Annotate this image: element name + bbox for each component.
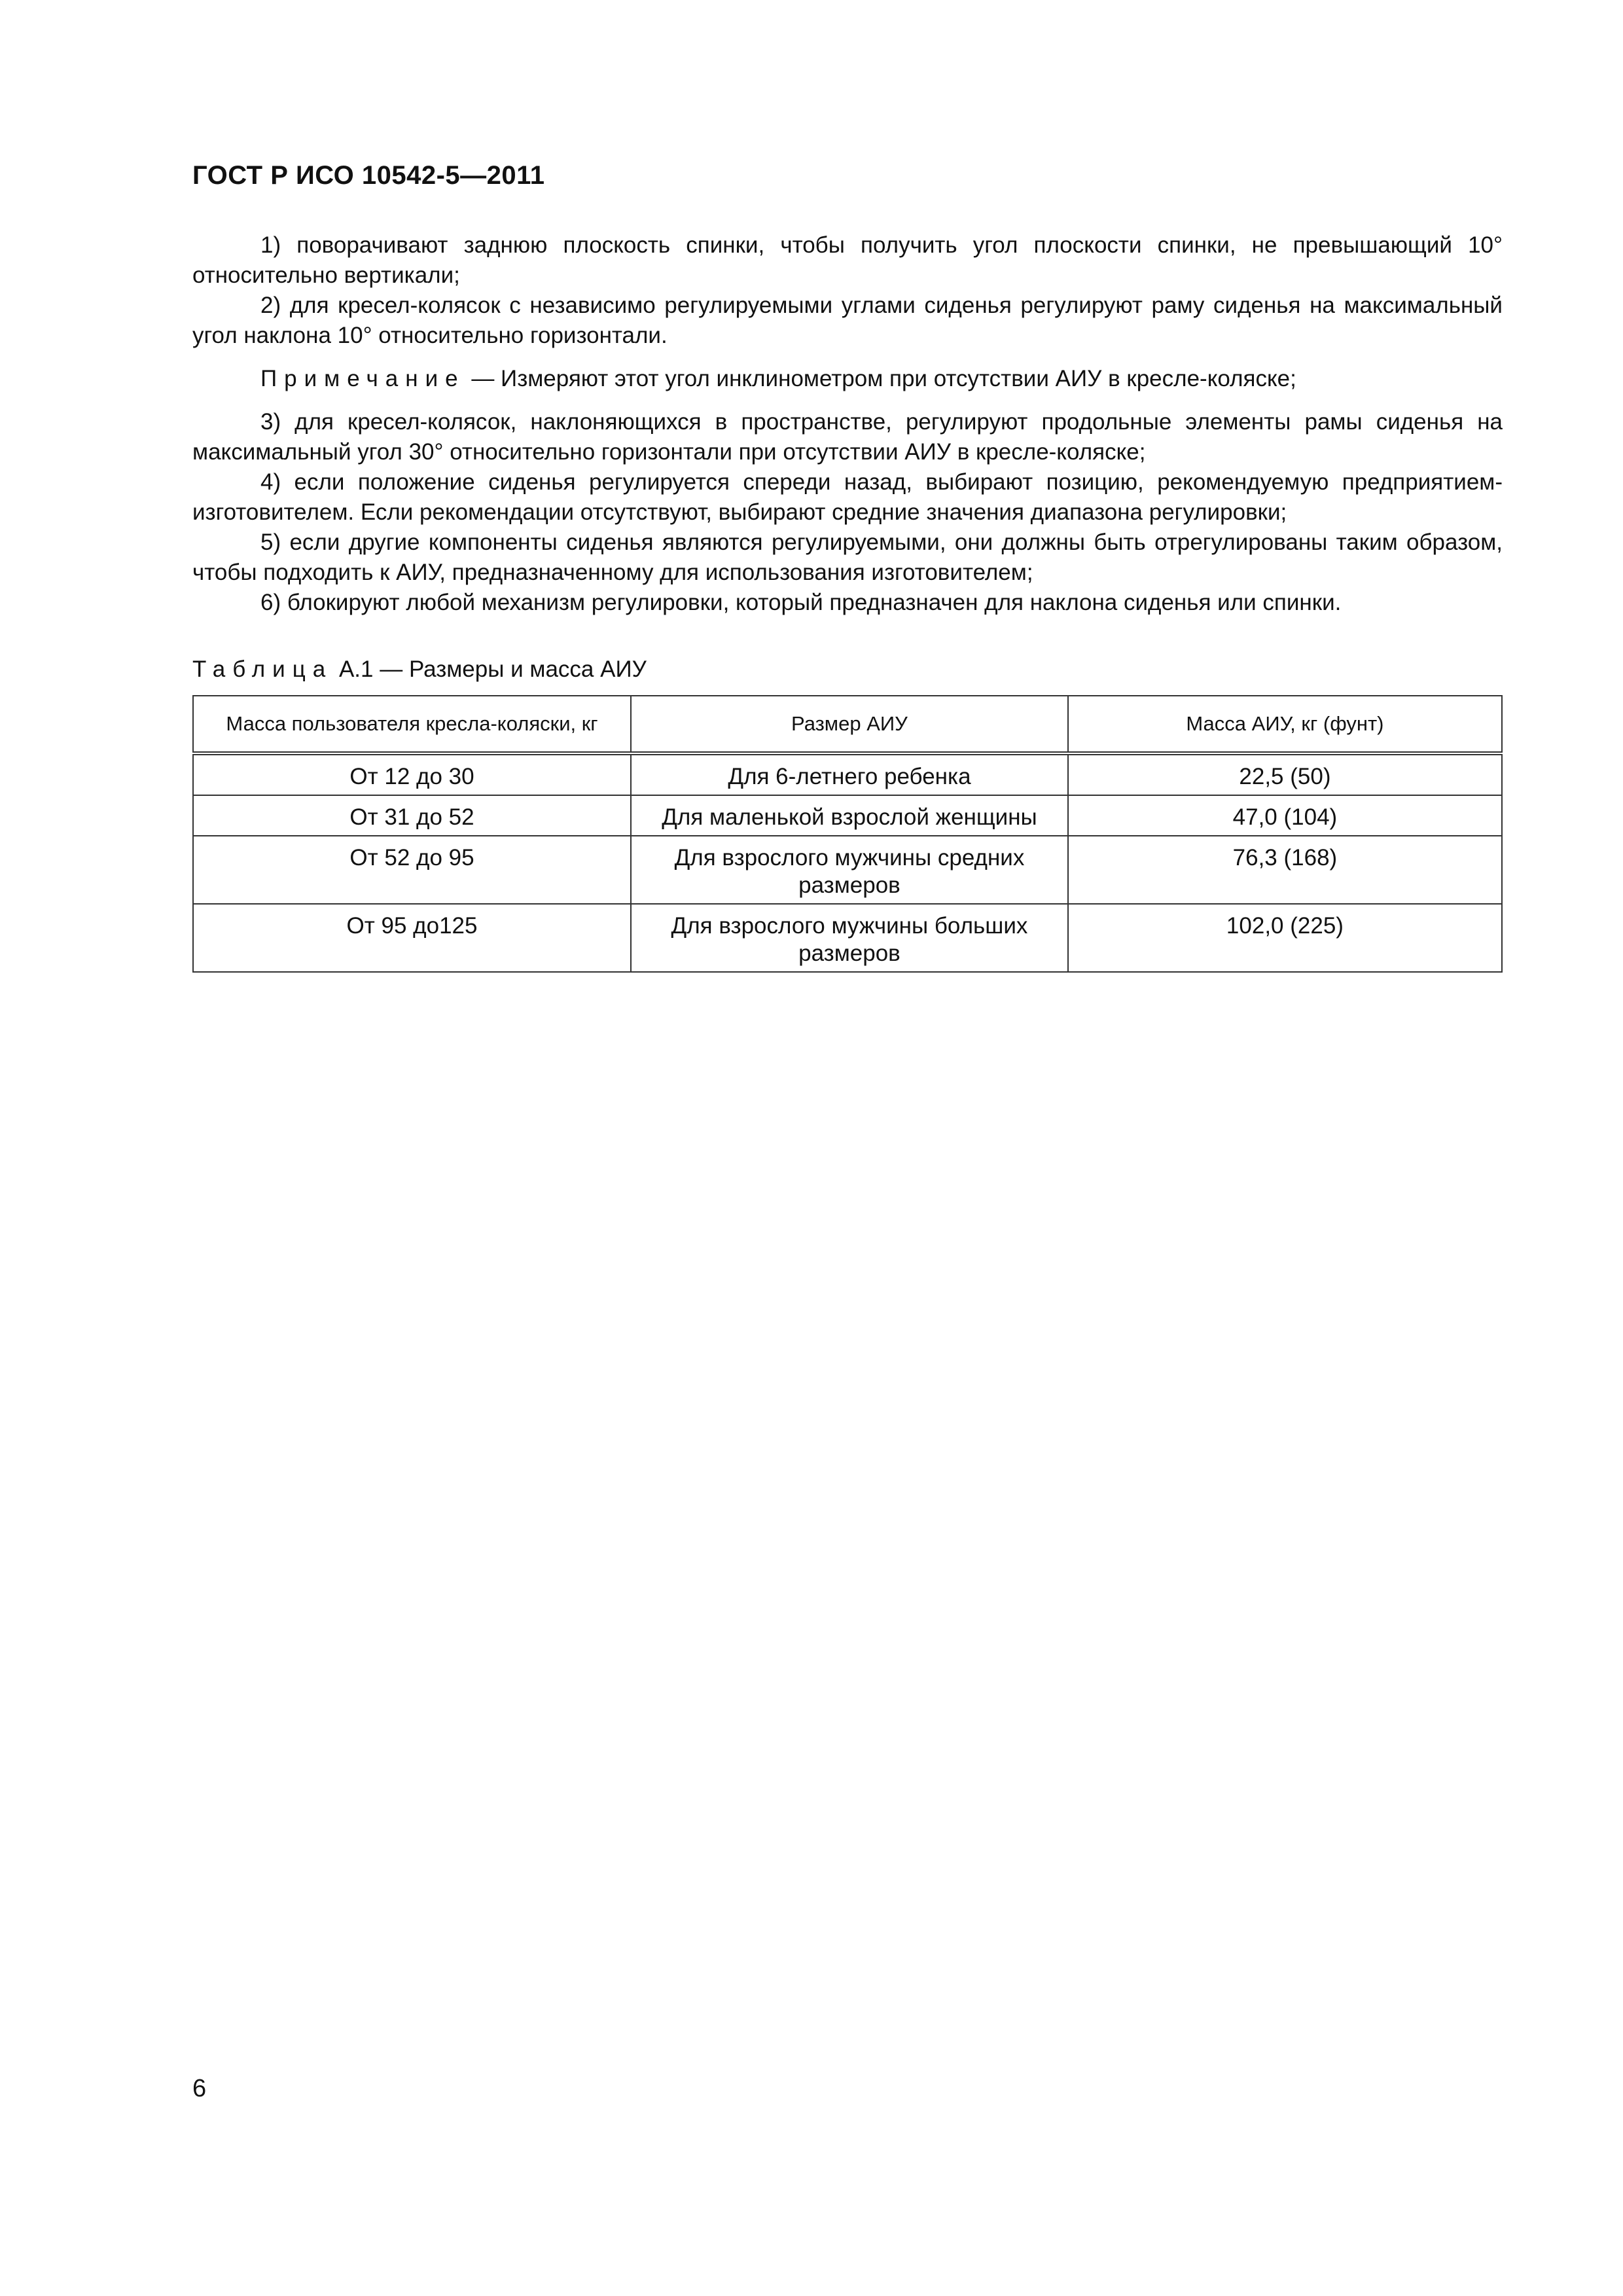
- note-text: — Измеряют этот угол инклинометром при отсутствии АИУ в кресле-коляске;: [465, 366, 1296, 391]
- page-number: 6: [192, 2075, 207, 2102]
- table-cell-user-mass: От 31 до 52: [193, 795, 631, 836]
- table-row: [193, 836, 1502, 904]
- paragraph-6: 6) блокируют любой механизм регулировки, который предназначен для наклона сиденья или спинки.: [260, 590, 1342, 615]
- dimensions-mass-table: [192, 695, 1503, 973]
- column-header-atd-mass: Масса АИУ, кг (фунт): [1068, 696, 1502, 753]
- note: [192, 364, 1503, 394]
- table-cell-atd-size: Для взрослого мужчины больших размеров: [631, 904, 1068, 972]
- table-cell-atd-mass: 47,0 (104): [1068, 795, 1502, 836]
- table-caption: [192, 655, 647, 685]
- table-row: [193, 904, 1502, 972]
- table-row: [193, 795, 1502, 836]
- table-cell-user-mass: От 12 до 30: [193, 753, 631, 795]
- document-body: [192, 230, 1503, 618]
- paragraph-2: 2) для кресел-колясок с независимо регулируемыми углами сиденья регулируют раму сиденья на максимальный угол наклона 10° относительно горизонтали.: [192, 293, 1503, 348]
- paragraph-3: 3) для кресел-колясок, наклоняющихся в пространстве, регулируют продольные элементы рамы сиденья на максимальный угол 30° относительно горизонтали при отсутствии АИУ в кресле-коляске;: [192, 409, 1503, 465]
- paragraph-4: 4) если положение сиденья регулируется спереди назад, выбирают позицию, рекомендуемую предприятием-изготовителем. Если рекомендации отсутствуют, выбирают средние значения диапазона регулировки;: [192, 469, 1503, 525]
- table-cell-atd-size: Для 6-летнего ребенка: [631, 753, 1068, 795]
- table-caption-text: А.1 — Размеры и масса АИУ: [332, 656, 647, 682]
- table-cell-atd-mass: 22,5 (50): [1068, 753, 1502, 795]
- table-caption-label: Таблица: [192, 656, 333, 682]
- table-cell-user-mass: От 95 до125: [193, 904, 631, 972]
- paragraph-5: 5) если другие компоненты сиденья являются регулируемыми, они должны быть отрегулированы таким образом, чтобы подходить к АИУ, предназначенному для использования изготовителем;: [192, 529, 1503, 585]
- table-header-row: [193, 696, 1502, 753]
- table-cell-user-mass: От 52 до 95: [193, 836, 631, 904]
- note-label: Примечание: [260, 366, 465, 391]
- paragraph-1: 1) поворачивают заднюю плоскость спинки, чтобы получить угол плоскости спинки, не превышающий 10° относительно вертикали;: [192, 232, 1503, 288]
- document-code: ГОСТ Р ИСО 10542-5—2011: [192, 161, 545, 190]
- column-header-user-mass: Масса пользователя кресла-коляски, кг: [193, 696, 631, 753]
- table-cell-atd-size: Для взрослого мужчины средних размеров: [631, 836, 1068, 904]
- table-cell-atd-mass: 102,0 (225): [1068, 904, 1502, 972]
- table-cell-atd-mass: 76,3 (168): [1068, 836, 1502, 904]
- table-cell-atd-size: Для маленькой взрослой женщины: [631, 795, 1068, 836]
- column-header-atd-size: Размер АИУ: [631, 696, 1068, 753]
- table-row: [193, 753, 1502, 795]
